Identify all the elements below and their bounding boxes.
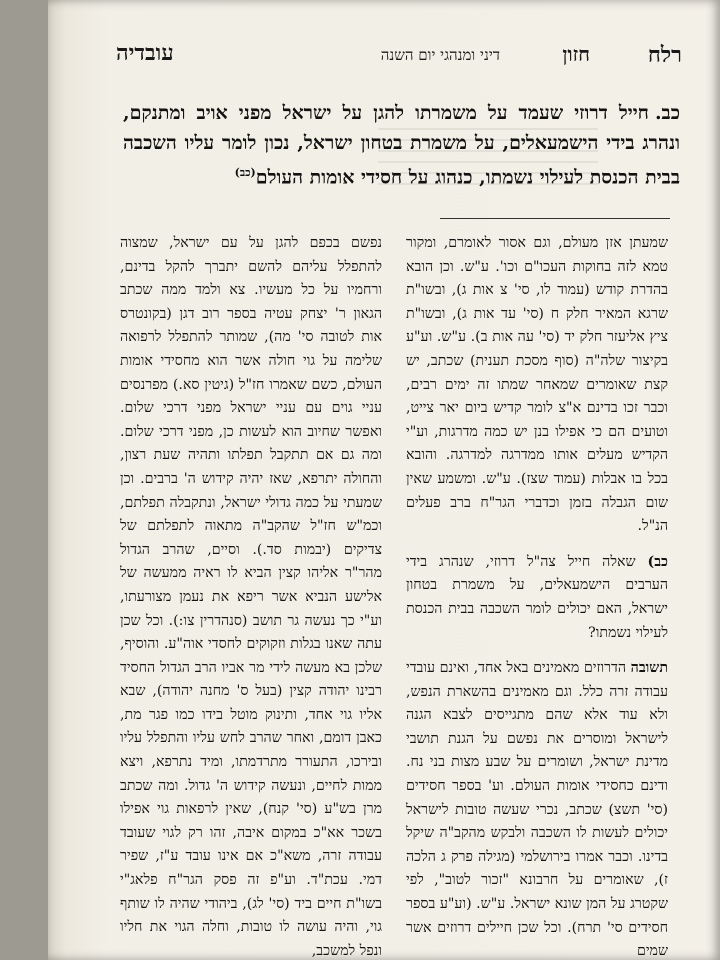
book-page: [48, 0, 720, 960]
answer-text: הדרוזים מאמינים באל אחד, ואינם עובדי עבודה זרה כלל. וגם מאמינים בהשארת הנפש, ולא עוד אלא שהם מתגייסים לצבא הגנה לישראל ומוסרים את נפשם על הגנת תושבי מדינת ישראל, ושומרים על שבע מצות בני נח. ודינם כחסידי אומות העולם. וע' בספר חסידים (סי' תשצ) שכתב, נכרי שעשה טובות לישראל יכולים לעשות לו השכבה ולבקש מהקב"ה שיקל בדינו. וכבר אמרו בירושלמי (מגילה פרק ג הלכה ז), שאומרים על חרבונא "זכור לטוב", לפי שקטרג על המן שונא ישראל. ע"ש. (וע"ע בספר חסידים סי' תרח). וכל שכן חיילים דרוזים אשר שמים: [406, 660, 668, 960]
left-column: [120, 232, 382, 960]
section-divider: [440, 218, 670, 219]
intro-text: חייל דרוזי שעמד על משמרתו להגן על ישראל מפני אויב ומתנקם, ונהרג בידי הישמעאלים, על משמרת בטחון ישראל, נכון לומר עליו השכבה בבית הכנסת לעילוי נשמתו, כנהוג על חסידי אומות העולם: [123, 102, 680, 189]
question-paragraph: [406, 551, 668, 645]
left-column-text: נפשם בכפם להגן על עם ישראל, שמצוה להתפלל עליהם להשם יתברך להקל בדינם, ורחמיו על כל מעשיו. צא ולמד ממה שכתב הגאון ר' יצחק עטיה בספר רוב דגן (בקונטרס אות לטובה סי' מה), שמותר להתפלל לרפואה שלימה על גוי חולה אשר הוא מחסידי אומות העולם, כשם שאמרו חז"ל (גיטין סא.) מפרנסים עניי גוים עם עניי ישראל מפני דרכי שלום. ואפשר שחיוב הוא לעשות כן, מפני דרכי שלום. ומה גם אם תתקבל תפלתו ותהיה שעת רצון, והחולה יתרפא, שאז יהיה קידוש ה' ברבים. וכן שמעתי על כמה גדולי ישראל, ונתקבלה תפלתם, וכמ"ש חז"ל שהקב"ה מתאוה לתפלתם של צדיקים (יבמות סד.). וסיים, שהרב הגדול מהר"ר אליהו קצין הביא לו ראיה ממעשה של אלישע הנביא אשר ריפא את נעמן מצורעתו, וע"י כך נעשה גר תושב (סנהדרין צו:). וכל שכן עתה שאנו בגלות וזקוקים לחסדי אוה"ע. והוסיף, שלכן בא מעשה לידי מר אביו הרב הגדול החסיד רבינו יהודה קצין (בעל ס' מחנה יהודה), שבא אליו גוי אחד, ותינוק מוטל בידו כמו פגר מת, כאבן דומם, ואחר שהרב לחש עליו והתפלל עליו ובירכו, התעורר מתרדמתו, ומיד נתרפא, ויצא ממות לחיים, ונעשה קידוש ה' גדול. ומה שכתב מרן בש"ע (סי' קנח), שאין לרפאות גוי אפילו בשכר אא"כ במקום איבה, זהו רק לגוי שעובד עבודה זרה, משא"כ אם אינו עובד ע"ז, שפיר דמי. עכת"ד. וע"פ זה פסק הגר"ח פלאג"י בשו"ת חיים ביד (סי' לג), ביהודי שהיה לו שותף גוי, והיה עושה לו טובות, וחלה הגוי את חליו ונפל למשכב,: [120, 235, 382, 959]
answer-label: תשובה: [630, 660, 668, 677]
question-text: שאלה חייל צה"ל דרוזי, שנהרג בידי הערבים הישמעאלים, על משמרת בטחון ישראל, האם יכולים לומר השכבה בבית הכנסת לעילוי נשמתו?: [406, 553, 668, 641]
answer-paragraph: [406, 657, 668, 960]
right-column: [406, 232, 668, 960]
question-label: כב): [647, 553, 668, 570]
running-header: [108, 40, 690, 80]
section-topic: דיני ומנהגי יום השנה: [380, 46, 500, 64]
intro-label: כב.: [654, 102, 680, 124]
page-number: רלח: [647, 42, 682, 68]
parasha-title: עובדיה: [116, 40, 174, 66]
book-title: חזון: [562, 42, 590, 66]
intro-footnote: (כב): [234, 166, 256, 179]
intro-paragraph: [123, 98, 680, 192]
right-para-1: שמעתן אזן מעולם, וגם אסור לאומרם, ומקור טמא לזה בחוקות העכו"ם וכו'. ע"ש. וכן הובא בהדרת קודש (עמוד לו, סי' צ אות ג), ובשו"ת שרגא המאיר חלק ח (סי' עד אות ג), ובשו"ת ציץ אליעזר חלק יד (סי' עה אות ב). ע"ש. וע"ע בקיצור שלה"ה (סוף מסכת תענית) שכתב, יש קצת שאומרים שמאחר שמתו זה ימים רבים, וכבר זכו בדינם א"צ לומר קדיש ביום יאר צייט, וטועים הם כי אפילו בנן יש כמה מדרגות, וע"י הקדיש מעלים אותו ממדרגה למדרגה. והובא בכל בו אבלות (עמוד שצז). ע"ש. ומשמע שאין שום הגבלה בזמן וכדברי הגר"ח ברב פעלים הנ"ל.: [406, 235, 668, 535]
